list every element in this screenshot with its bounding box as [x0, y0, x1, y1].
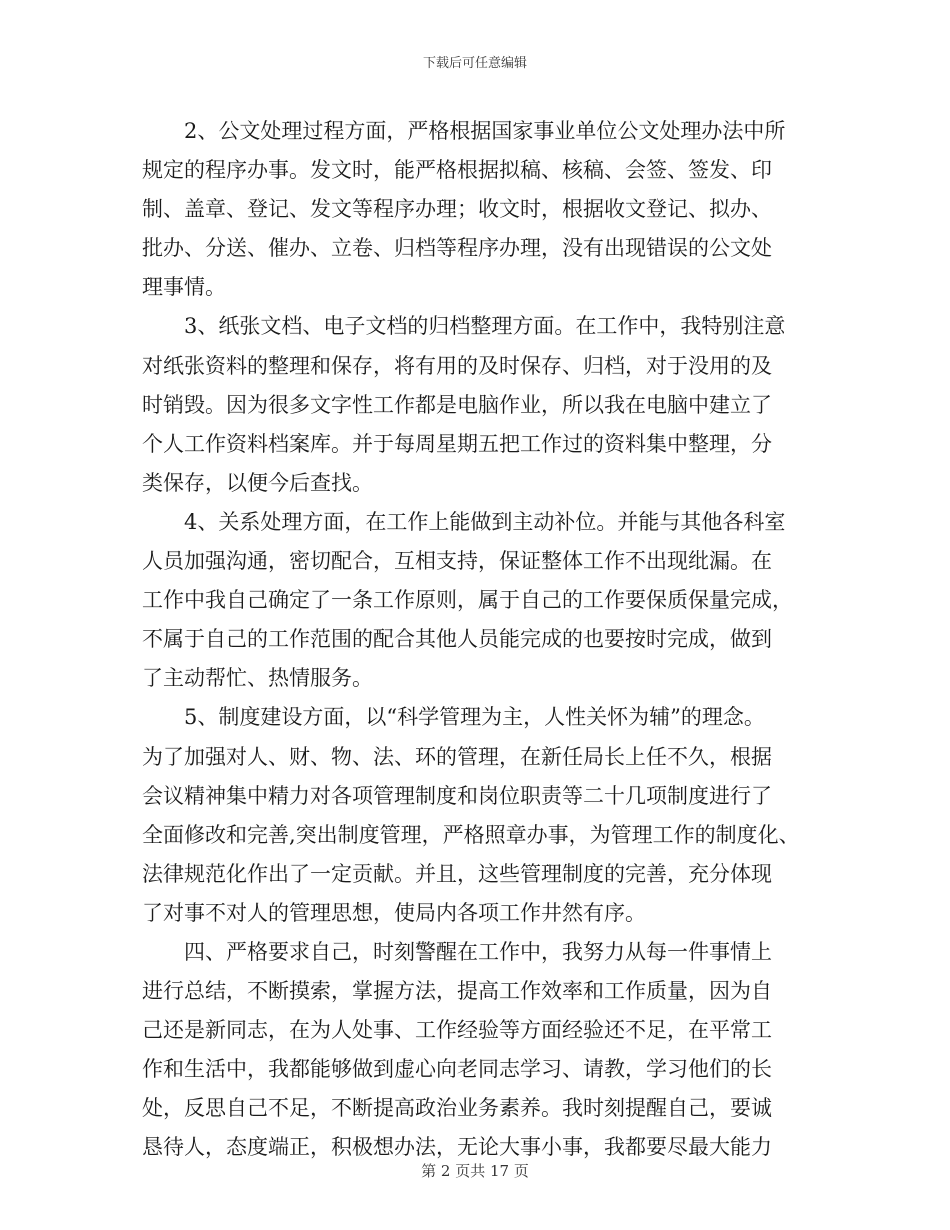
text-line: 理事情。	[142, 275, 226, 300]
text-line: 处，反思自己不足，不断提高政治业务素养。我时刻提醒自己，要诚	[142, 1096, 772, 1121]
text-line: 恳待人，态度端正，积极想办法，无论大事小事，我都要尽最大能力	[142, 1135, 772, 1160]
text-line: 个人工作资料档案库。并于每周星期五把工作过的资料集中整理，分	[142, 431, 772, 456]
text-line: 时销毁。因为很多文字性工作都是电脑作业，所以我在电脑中建立了	[142, 392, 772, 417]
text-line: 会议精神集中精力对各项管理制度和岗位职责等二十几项制度进行了	[142, 783, 772, 808]
text-line: 规定的程序办事。发文时，能严格根据拟稿、核稿、会签、签发、印	[142, 158, 772, 183]
text-line: 批办、分送、催办、立卷、归档等程序办理，没有出现错误的公文处	[142, 236, 772, 261]
text-line: 进行总结，不断摸索，掌握方法，提高工作效率和工作质量，因为自	[142, 979, 772, 1004]
text-line: 作和生活中，我都能够做到虚心向老同志学习、请教，学习他们的长	[142, 1057, 772, 1082]
text-line: 了对事不对人的管理思想，使局内各项工作井然有序。	[142, 900, 646, 925]
text-line: 对纸张资料的整理和保存，将有用的及时保存、归档，对于没用的及	[142, 353, 772, 378]
page-header: 下载后可任意编辑	[422, 56, 527, 71]
text-line: 类保存，以便今后查找。	[142, 470, 373, 495]
page-footer: 第 2 页共 17 页	[421, 1162, 529, 1180]
text-line: 法律规范化作出了一定贡献。并且，这些管理制度的完善，充分体现	[142, 861, 772, 886]
text-line: 不属于自己的工作范围的配合其他人员能完成的也要按时完成，做到	[142, 627, 772, 652]
text-line: 制、盖章、登记、发文等程序办理；收文时，根据收文登记、拟办、	[142, 197, 772, 222]
document-body	[142, 112, 822, 1168]
text-line: 了主动帮忙、热情服务。	[142, 666, 373, 691]
text-line: 己还是新同志，在为人处事、工作经验等方面经验还不足，在平常工	[142, 1018, 772, 1043]
text-line: 3、纸张文档、电子文档的归档整理方面。在工作中，我特别注意	[142, 314, 786, 339]
text-line: 工作中我自己确定了一条工作原则，属于自己的工作要保质保量完成，	[142, 588, 793, 613]
text-line: 为了加强对人、财、物、法、环的管理，在新任局长上任不久，根据	[142, 744, 772, 769]
text-line: 人员加强沟通，密切配合，互相支持，保证整体工作不出现纰漏。在	[142, 549, 772, 574]
text-line: 全面修改和完善,突出制度管理，严格照章办事，为管理工作的制度化、	[142, 822, 800, 847]
text-line: 2、公文处理过程方面，严格根据国家事业单位公文处理办法中所	[142, 119, 786, 143]
text-line: 四、严格要求自己，时刻警醒在工作中，我努力从每一件事情上	[142, 939, 772, 964]
text-line: 5、制度建设方面，以“科学管理为主，人性关怀为辅”的理念。	[142, 705, 765, 730]
text-line: 4、关系处理方面，在工作上能做到主动补位。并能与其他各科室	[142, 509, 786, 534]
